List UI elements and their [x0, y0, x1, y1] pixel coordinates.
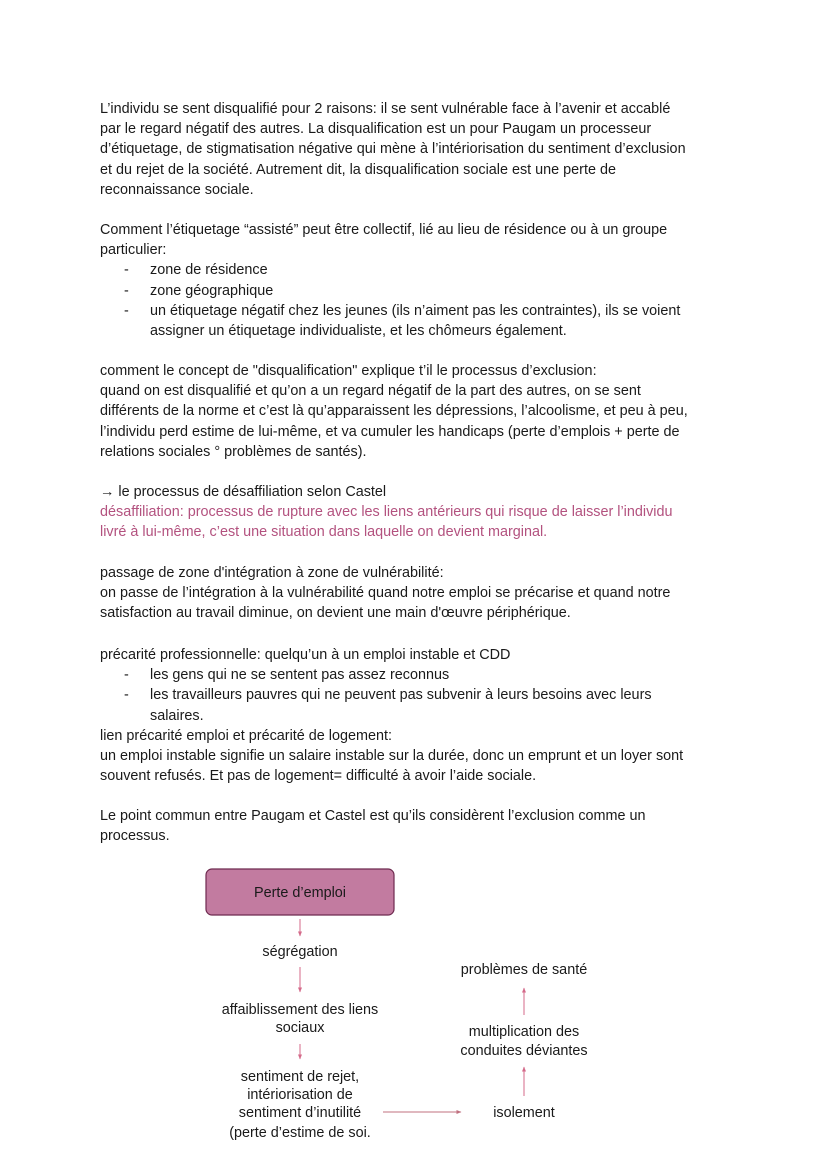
text-line: on passe de l’intégration à la vulnérabilité quand notre emploi se précarise et quand notre — [100, 585, 671, 602]
text-line: particulier: — [100, 242, 167, 259]
affaiblissement-label-line: affaiblissement des liens — [221, 1002, 379, 1018]
definition-line: désaffiliation: processus de rupture avec les liens antérieurs qui risque de laisser l’individu — [100, 504, 673, 521]
bullet-marker: - — [124, 302, 129, 319]
sentiment-label-line: (perte d’estime de soi. — [229, 1125, 371, 1141]
text-line: Le point commun entre Paugam et Castel est qu’ils considèrent l’exclusion comme un — [100, 808, 646, 824]
segregation-label: ségrégation — [262, 944, 338, 960]
text-line: et du rejet de la société. Autrement dit, la disqualification sociale est une perte de — [100, 161, 616, 178]
text-line: Comment l’étiquetage “assisté” peut être collectif, lié au lieu de résidence ou à un groupe — [100, 222, 668, 238]
bullet-marker: - — [124, 667, 129, 684]
list-item-text: les gens qui ne se sentent pas assez reconnus — [150, 667, 450, 684]
text-line: passage de zone d'intégration à zone de vulnérabilité: — [100, 565, 444, 581]
bullet-marker: - — [124, 282, 129, 299]
text-line: relations sociales ° problèmes de santés). — [100, 443, 367, 460]
text-line: l’individu perd estime de lui-même, et va cumuler les handicaps (perte d’emplois + perte de — [100, 423, 680, 440]
perte-emploi-label: Perte d’emploi — [254, 885, 346, 901]
text-line: lien précarité emploi et précarité de logement: — [100, 727, 392, 744]
text-line: reconnaissance sociale. — [100, 181, 254, 198]
bullet-marker: - — [124, 687, 129, 704]
text-line: processus. — [100, 828, 170, 845]
list-item-text: salaires. — [150, 707, 204, 724]
text-line: d’étiquetage, de stigmatisation négative qui mène à l’intériorisation du sentiment d’exclusion — [100, 141, 686, 158]
text-line: par le regard négatif des autres. La disqualification est un pour Paugam un processeur — [100, 121, 652, 138]
text-line: différents de la norme et c’est là qu’apparaissent les dépressions, l’alcoolisme, et peu à peu, — [100, 403, 688, 420]
text-line: comment le concept de "disqualification" explique t’il le processus d’exclusion: — [100, 363, 597, 379]
affaiblissement-label-line: sociaux — [275, 1020, 325, 1036]
sentiment-label-line: sentiment de rejet, — [240, 1069, 360, 1085]
list-item-text: zone de résidence — [150, 262, 268, 279]
multiplication-label-line: conduites déviantes — [460, 1043, 588, 1059]
multiplication-label-line: multiplication des — [468, 1024, 580, 1040]
list-item-text: assigner un étiquetage individualiste, et les chômeurs également. — [150, 323, 567, 340]
sante-label: problèmes de santé — [460, 962, 588, 978]
definition-line: livré à lui-même, c’est une situation dans laquelle on devient marginal. — [100, 524, 548, 541]
sentiment-label-line: sentiment d’inutilité — [238, 1105, 362, 1121]
list-item-text: un étiquetage négatif chez les jeunes (ils n’aiment pas les contraintes), ils se voient — [150, 302, 681, 319]
text-line: quand on est disqualifié et qu’on a un regard négatif de la part des autres, on se sent — [100, 383, 641, 400]
text-line: un emploi instable signifie un salaire instable sur la durée, donc un emprunt et un loyer sont — [100, 748, 684, 765]
text-line: L’individu se sent disqualifié pour 2 raisons: il se sent vulnérable face à l’avenir et accablé — [100, 101, 671, 117]
bullet-marker: - — [124, 262, 129, 279]
list-item-text: les travailleurs pauvres qui ne peuvent pas subvenir à leurs besoins avec leurs — [150, 687, 652, 704]
text-line: satisfaction au travail diminue, on devient une main d'œuvre périphérique. — [100, 605, 571, 622]
section-heading: → le processus de désaffiliation selon Castel — [100, 484, 387, 500]
text-line: souvent refusés. Et pas de logement= difficulté à avoir l’aide sociale. — [100, 768, 537, 785]
text-line: précarité professionnelle: quelqu’un à un emploi instable et CDD — [100, 647, 511, 663]
isolement-label: isolement — [493, 1105, 555, 1121]
list-item-text: zone géographique — [150, 282, 274, 299]
sentiment-label-line: intériorisation de — [247, 1087, 353, 1103]
